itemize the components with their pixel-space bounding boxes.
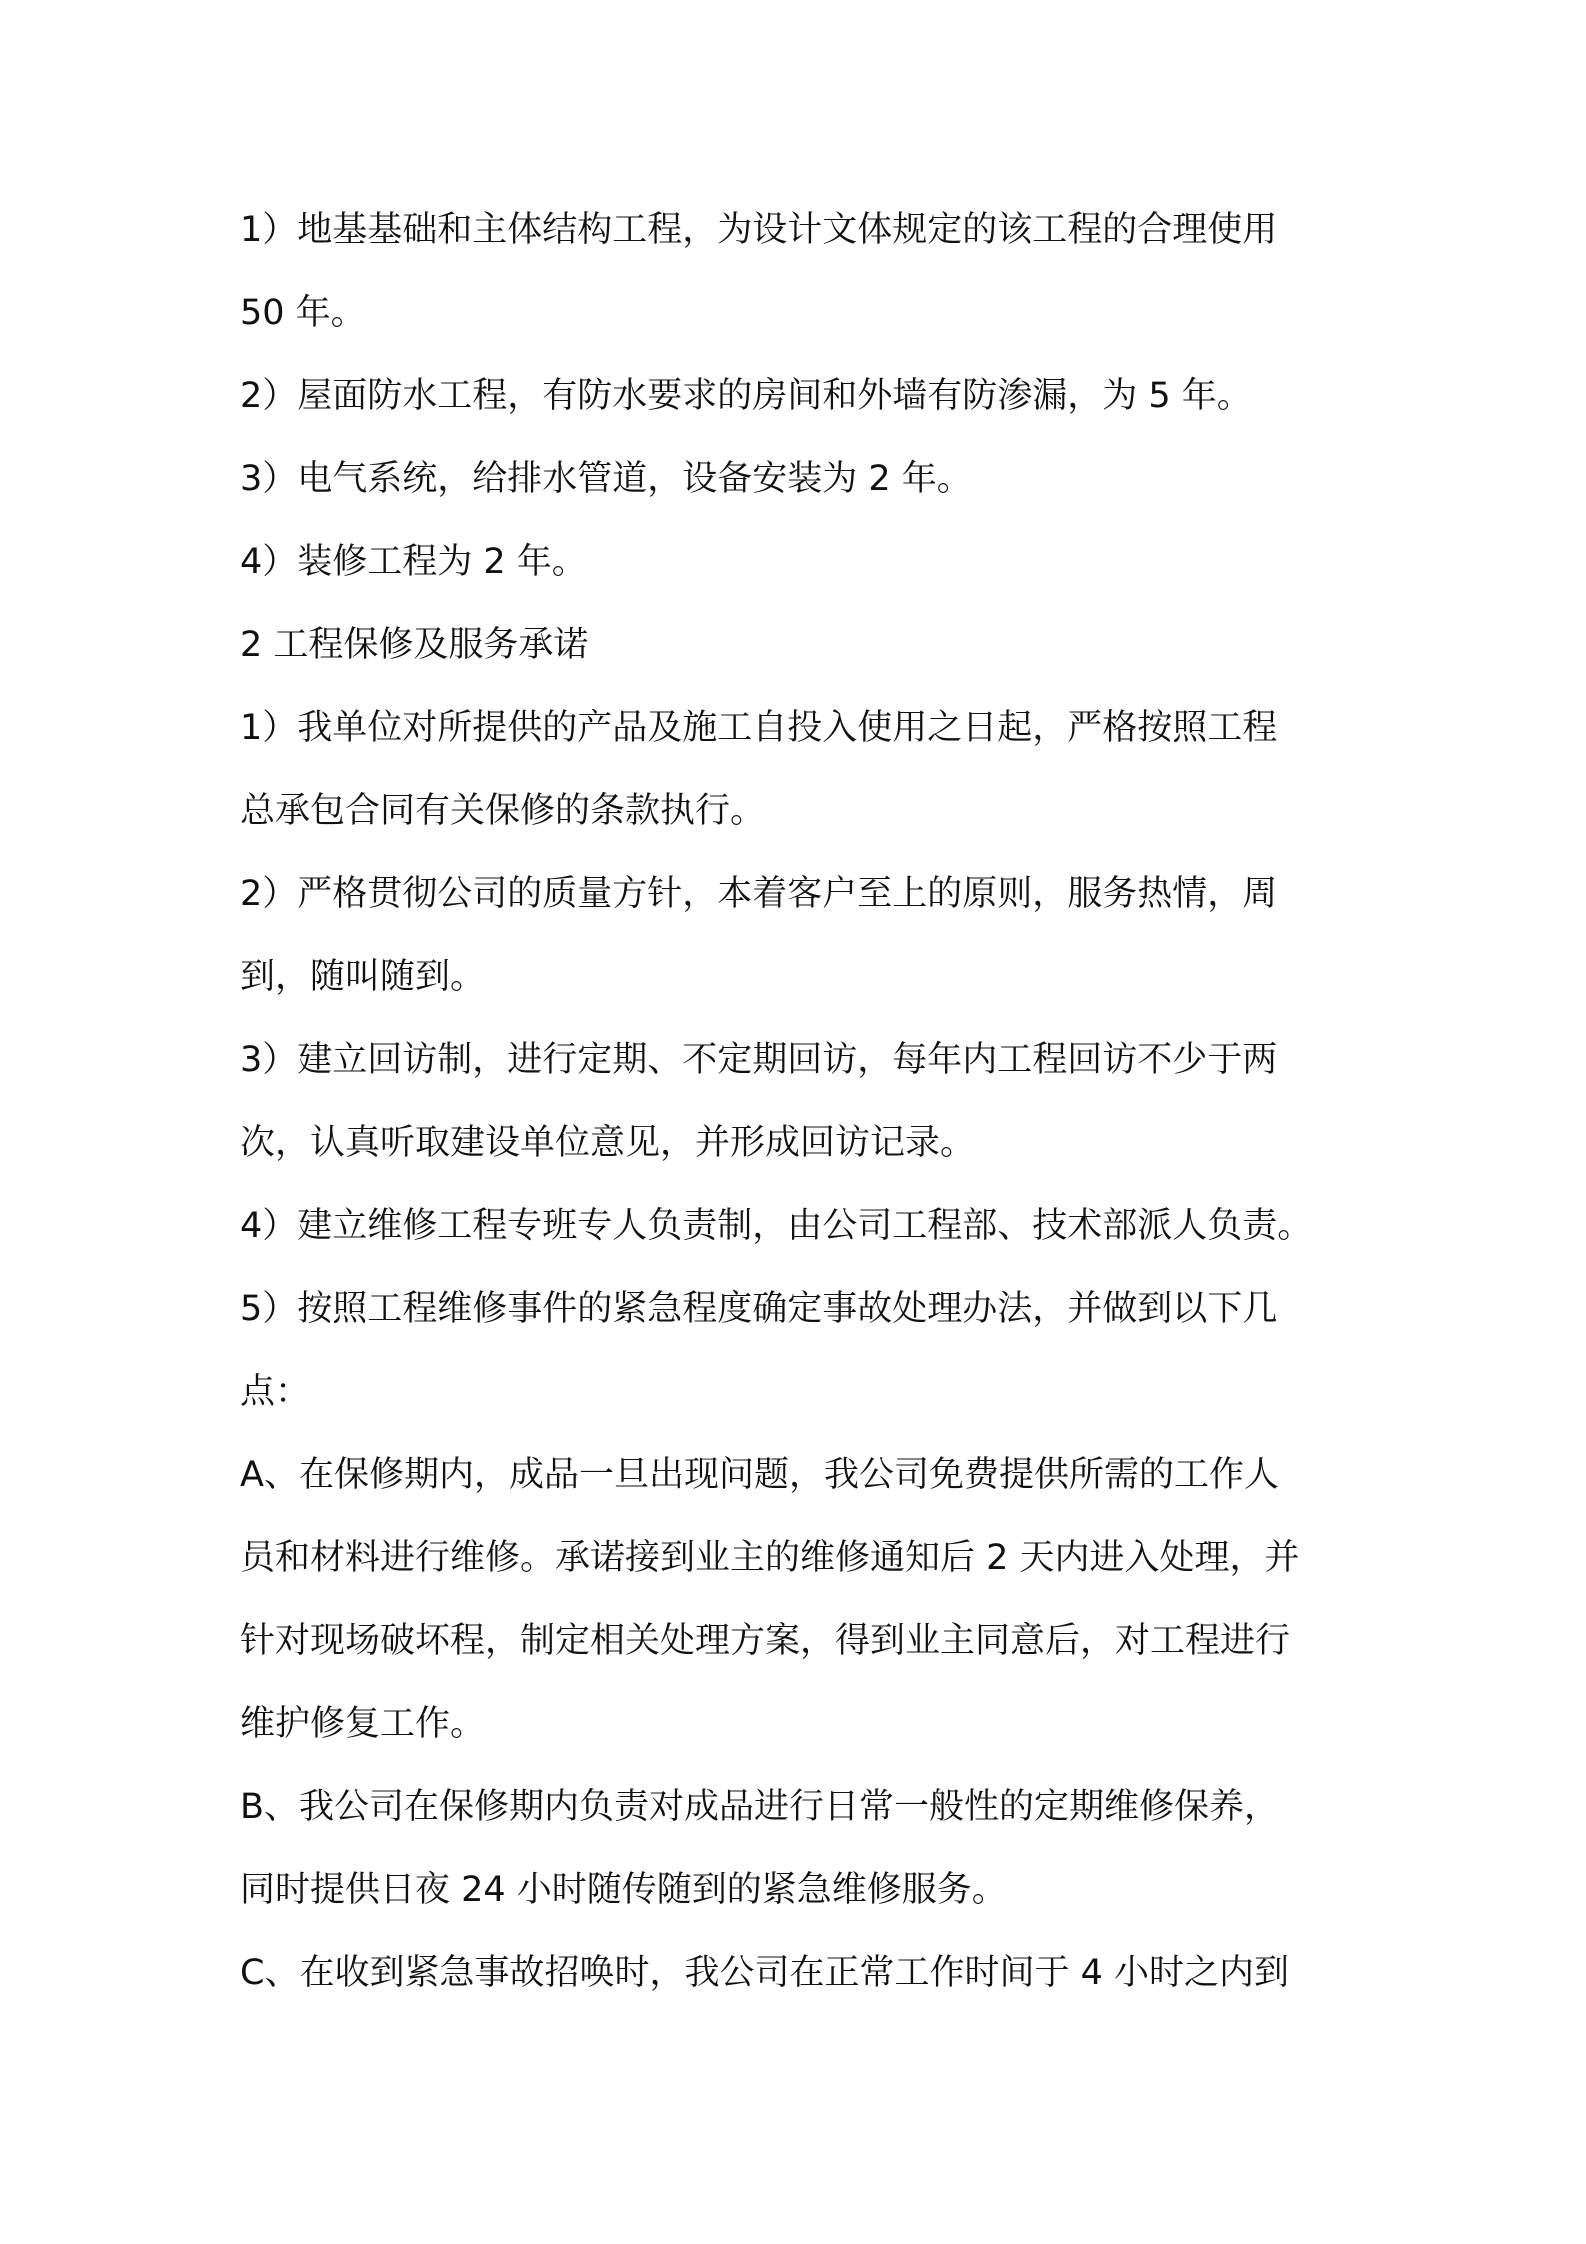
text-line: B、我公司在保修期内负责对成品进行日常一般性的定期维修保养， [240, 1787, 1280, 1827]
text-line: 同时提供日夜 24 小时随传随到的紧急维修服务。 [240, 1870, 1007, 1910]
text-line: 2）屋面防水工程，有防水要求的房间和外墙有防渗漏，为 5 年。 [240, 376, 1252, 416]
text-line: 到，随叫随到。 [240, 957, 486, 997]
text-line: C、在收到紧急事故招唤时，我公司在正常工作时间于 4 小时之内到 [240, 1953, 1289, 1993]
text-line: A、在保修期内，成品一旦出现问题，我公司免费提供所需的工作人 [240, 1455, 1279, 1495]
text-line: 总承包合同有关保修的条款执行。 [240, 791, 766, 831]
text-line: 1）我单位对所提供的产品及施工自投入使用之日起，严格按照工程 [240, 708, 1278, 748]
text-line: 2）严格贯彻公司的质量方针，本着客户至上的原则，服务热情，周 [240, 874, 1278, 914]
text-line: 维护修复工作。 [240, 1704, 486, 1744]
text-line: 4）建立维修工程专班专人负责制，由公司工程部、技术部派人负责。 [240, 1206, 1313, 1246]
section-heading: 2 工程保修及服务承诺 [240, 625, 589, 665]
text-line: 4）装修工程为 2 年。 [240, 542, 587, 582]
text-line: 次，认真听取建设单位意见，并形成回访记录。 [240, 1123, 976, 1163]
document-body [240, 200, 1380, 2026]
text-line: 3）建立回访制，进行定期、不定期回访，每年内工程回访不少于两 [240, 1040, 1278, 1080]
text-line: 50 年。 [240, 293, 366, 333]
text-line: 点： [240, 1372, 311, 1412]
text-line: 员和材料进行维修。承诺接到业主的维修通知后 2 天内进入处理，并 [240, 1538, 1300, 1578]
text-line: 针对现场破坏程，制定相关处理方案，得到业主同意后，对工程进行 [240, 1621, 1291, 1661]
text-line: 1）地基基础和主体结构工程，为设计文体规定的该工程的合理使用 [240, 210, 1278, 250]
text-line: 3）电气系统，给排水管道，设备安装为 2 年。 [240, 459, 972, 499]
text-line: 5）按照工程维修事件的紧急程度确定事故处理办法，并做到以下几 [240, 1289, 1278, 1329]
